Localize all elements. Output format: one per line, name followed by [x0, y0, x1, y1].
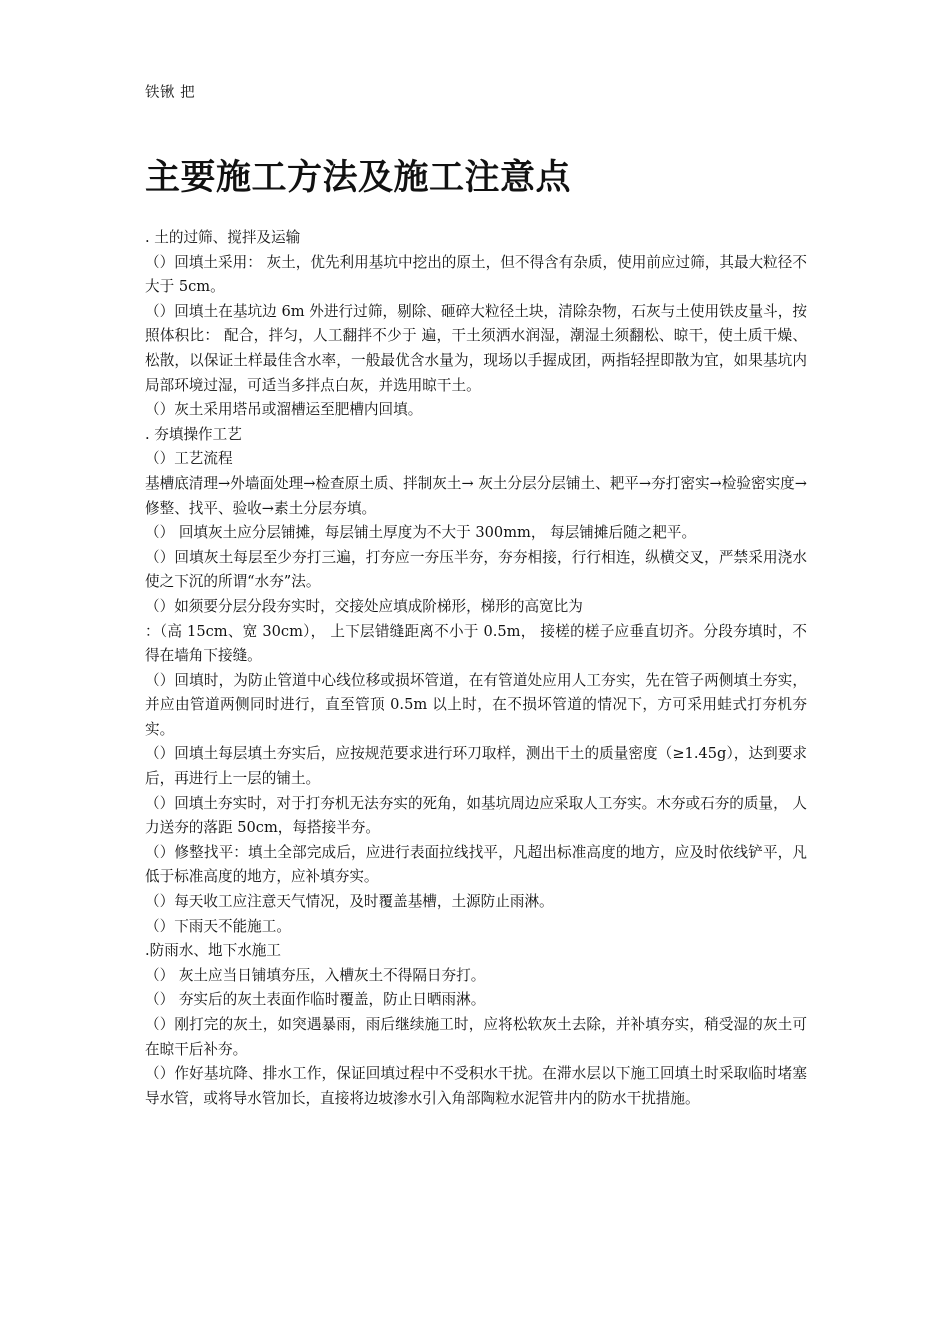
- paragraph: （） 灰土应当日铺填夯压，入槽灰土不得隔日夯打。: [145, 966, 486, 984]
- paragraph: （） 回填灰土应分层铺摊，每层铺土厚度为不大于 300mm， 每层铺摊后随之耙平。: [145, 524, 697, 542]
- paragraph: 基槽底清理→外墙面处理→检查原土质、拌制灰土→ 灰土分层分层铺土、耙平→夯打密实→检验密实度→修整、找平、验收→素土分层夯填。: [145, 474, 807, 517]
- paragraph: （）刚打完的灰土，如突遇暴雨，雨后继续施工时，应将松软灰土去除，并补填夯实，稍受湿的灰土可在晾干后补夯。: [145, 1016, 807, 1058]
- page-title: 主要施工方法及施工注意点: [145, 158, 572, 198]
- paragraph: （）回填土夯实时，对于打夯机无法夯实的死角，如基坑周边应采取人工夯实。木夯或石夯的质量， 人力送夯的落距 50cm，每搭接半夯。: [145, 794, 807, 837]
- paragraph: （）修整找平：填土全部完成后，应进行表面拉线找平，凡超出标准高度的地方，应及时依线铲平，凡低于标准高度的地方，应补填夯实。: [145, 843, 807, 886]
- paragraph: （） 夯实后的灰土表面作临时覆盖，防止日晒雨淋。: [145, 991, 486, 1009]
- paragraph: （）回填土采用： 灰土，优先利用基坑中挖出的原土，但不得含有杂质，使用前应过筛，其最大粒径不大于 5cm。: [145, 253, 807, 296]
- section-heading-compaction: . 夯填操作工艺: [145, 425, 242, 443]
- paragraph: ：（高 15cm、宽 30cm）， 上下层错缝距离不小于 0.5m， 接槎的槎子应垂直切齐。分段夯填时，不得在墙角下接缝。: [145, 622, 807, 665]
- paragraph: （）工艺流程: [145, 450, 233, 468]
- paragraph: （）作好基坑降、排水工作，保证回填过程中不受积水干扰。在滞水层以下施工回填土时采取临时堵塞导水管，或将导水管加长，直接将边坡渗水引入角部陶粒水泥管井内的防水干扰措施。: [145, 1065, 807, 1107]
- paragraph: （）灰土采用塔吊或溜槽运至肥槽内回填。: [145, 401, 423, 419]
- paragraph: （）回填时，为防止管道中心线位移或损坏管道，在有管道处应用人工夯实，先在管子两侧填土夯实，并应由管道两侧同时进行，直至管顶 0.5m 以上时，在不损坏管道的情况下，方可采用蛙式打夯机夯实。: [145, 671, 807, 738]
- paragraph: （）如须要分层分段夯实时，交接处应填成阶梯形，梯形的高宽比为: [145, 597, 583, 615]
- body-content: [145, 226, 807, 1111]
- header-tools-text: 铁锹 把: [145, 85, 196, 101]
- section-heading-mixing: . 土的过筛、搅拌及运输: [145, 229, 301, 246]
- section-heading-rain-groundwater: .防雨水、地下水施工: [145, 942, 281, 960]
- paragraph: （）下雨天不能施工。: [145, 917, 291, 935]
- paragraph: （）每天收工应注意天气情况，及时覆盖基槽，土源防止雨淋。: [145, 893, 554, 911]
- paragraph: （）回填土每层填土夯实后，应按规范要求进行环刀取样，测出干土的质量密度（≥1.45g），达到要求后，再进行上一层的铺土。: [145, 745, 807, 788]
- paragraph: （）回填灰土每层至少夯打三遍，打夯应一夯压半夯，夯夯相接，行行相连，纵横交叉，严禁采用浇水使之下沉的所谓“水夯”法。: [145, 548, 807, 591]
- paragraph: （）回填土在基坑边 6m 外进行过筛，剔除、砸碎大粒径土块，清除杂物，石灰与土使用铁皮量斗，按照体积比： 配合，拌匀，人工翻拌不少于 遍，干土须洒水润湿，潮湿土须翻松、晾干，使土质干燥、松散，以保证土样最佳含水率，一般最优含水量为，现场以手握成团，两指轻捏即散为宜，如果基坑内局部环境过湿，可适当多拌点白灰，并选用晾干土。: [145, 302, 807, 394]
